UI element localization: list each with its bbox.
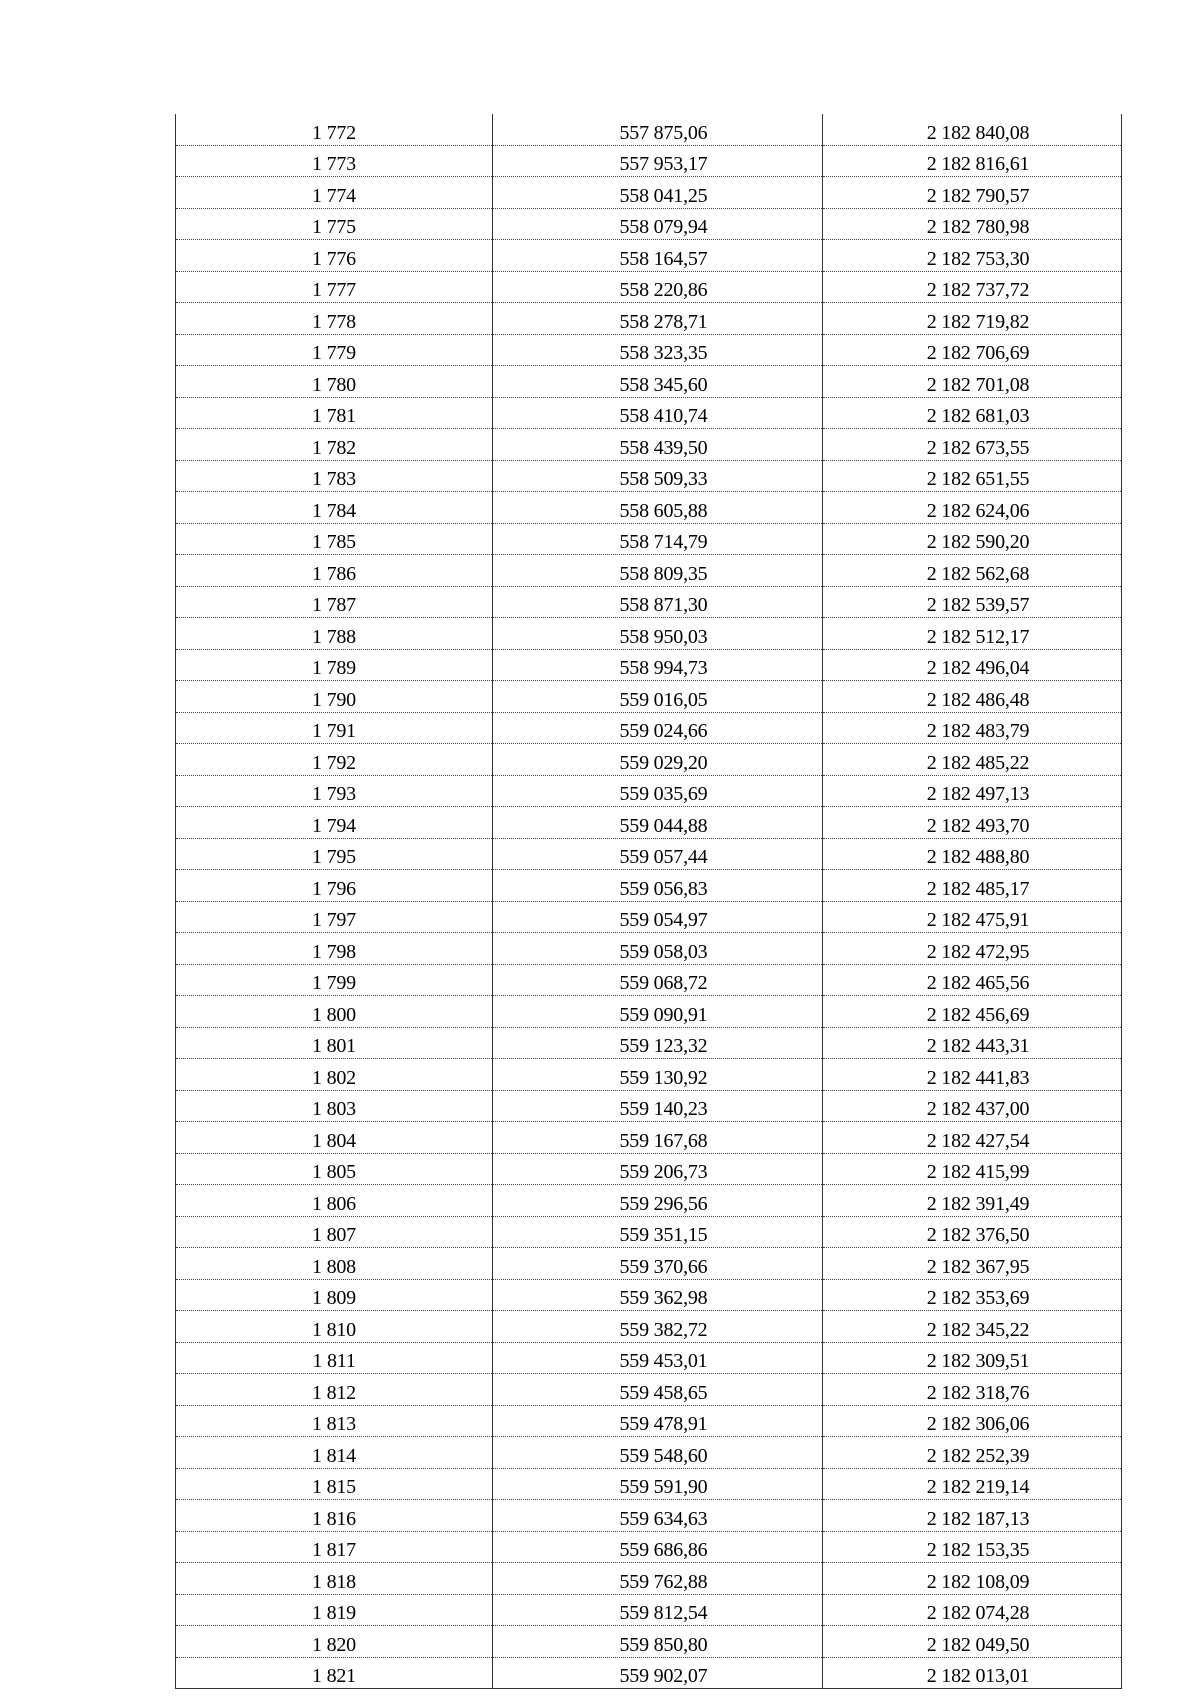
y-coordinate-cell: 2 182 013,01 xyxy=(823,1657,1122,1689)
table-body xyxy=(176,114,1122,1689)
point-number-cell: 1 791 xyxy=(176,712,493,744)
y-coordinate-cell: 2 182 219,14 xyxy=(823,1468,1122,1500)
table-row xyxy=(176,681,1122,713)
table-row xyxy=(176,1500,1122,1532)
table-row xyxy=(176,712,1122,744)
point-number-cell: 1 782 xyxy=(176,429,493,461)
table-row xyxy=(176,996,1122,1028)
y-coordinate-cell: 2 182 590,20 xyxy=(823,523,1122,555)
table-row xyxy=(176,334,1122,366)
table-row xyxy=(176,1311,1122,1343)
table-row xyxy=(176,1153,1122,1185)
table-row xyxy=(176,1059,1122,1091)
x-coordinate-cell: 559 458,65 xyxy=(493,1374,823,1406)
point-number-cell: 1 777 xyxy=(176,271,493,303)
point-number-cell: 1 801 xyxy=(176,1027,493,1059)
point-number-cell: 1 793 xyxy=(176,775,493,807)
point-number-cell: 1 794 xyxy=(176,807,493,839)
x-coordinate-cell: 559 130,92 xyxy=(493,1059,823,1091)
point-number-cell: 1 784 xyxy=(176,492,493,524)
x-coordinate-cell: 558 809,35 xyxy=(493,555,823,587)
y-coordinate-cell: 2 182 353,69 xyxy=(823,1279,1122,1311)
x-coordinate-cell: 559 167,68 xyxy=(493,1122,823,1154)
y-coordinate-cell: 2 182 427,54 xyxy=(823,1122,1122,1154)
table-row xyxy=(176,838,1122,870)
x-coordinate-cell: 559 029,20 xyxy=(493,744,823,776)
table-row xyxy=(176,744,1122,776)
x-coordinate-cell: 559 296,56 xyxy=(493,1185,823,1217)
y-coordinate-cell: 2 182 437,00 xyxy=(823,1090,1122,1122)
y-coordinate-cell: 2 182 673,55 xyxy=(823,429,1122,461)
point-number-cell: 1 820 xyxy=(176,1626,493,1658)
point-number-cell: 1 819 xyxy=(176,1594,493,1626)
x-coordinate-cell: 559 054,97 xyxy=(493,901,823,933)
y-coordinate-cell: 2 182 816,61 xyxy=(823,145,1122,177)
point-number-cell: 1 818 xyxy=(176,1563,493,1595)
table-row xyxy=(176,1374,1122,1406)
point-number-cell: 1 805 xyxy=(176,1153,493,1185)
x-coordinate-cell: 559 453,01 xyxy=(493,1342,823,1374)
point-number-cell: 1 812 xyxy=(176,1374,493,1406)
x-coordinate-cell: 558 345,60 xyxy=(493,366,823,398)
table-row xyxy=(176,1279,1122,1311)
table-row xyxy=(176,1563,1122,1595)
point-number-cell: 1 813 xyxy=(176,1405,493,1437)
y-coordinate-cell: 2 182 512,17 xyxy=(823,618,1122,650)
x-coordinate-cell: 557 953,17 xyxy=(493,145,823,177)
table-row xyxy=(176,460,1122,492)
y-coordinate-cell: 2 182 108,09 xyxy=(823,1563,1122,1595)
x-coordinate-cell: 558 323,35 xyxy=(493,334,823,366)
y-coordinate-cell: 2 182 472,95 xyxy=(823,933,1122,965)
point-number-cell: 1 797 xyxy=(176,901,493,933)
table-row xyxy=(176,1027,1122,1059)
x-coordinate-cell: 559 123,32 xyxy=(493,1027,823,1059)
x-coordinate-cell: 558 509,33 xyxy=(493,460,823,492)
table-row xyxy=(176,145,1122,177)
x-coordinate-cell: 559 044,88 xyxy=(493,807,823,839)
table-row xyxy=(176,1657,1122,1689)
x-coordinate-cell: 559 382,72 xyxy=(493,1311,823,1343)
point-number-cell: 1 773 xyxy=(176,145,493,177)
x-coordinate-cell: 558 164,57 xyxy=(493,240,823,272)
y-coordinate-cell: 2 182 074,28 xyxy=(823,1594,1122,1626)
x-coordinate-cell: 559 686,86 xyxy=(493,1531,823,1563)
x-coordinate-cell: 558 220,86 xyxy=(493,271,823,303)
point-number-cell: 1 803 xyxy=(176,1090,493,1122)
table-row xyxy=(176,177,1122,209)
y-coordinate-cell: 2 182 701,08 xyxy=(823,366,1122,398)
table-row xyxy=(176,397,1122,429)
point-number-cell: 1 814 xyxy=(176,1437,493,1469)
point-number-cell: 1 775 xyxy=(176,208,493,240)
point-number-cell: 1 821 xyxy=(176,1657,493,1689)
y-coordinate-cell: 2 182 790,57 xyxy=(823,177,1122,209)
x-coordinate-cell: 559 812,54 xyxy=(493,1594,823,1626)
table-row xyxy=(176,1626,1122,1658)
table-row xyxy=(176,1531,1122,1563)
point-number-cell: 1 798 xyxy=(176,933,493,965)
x-coordinate-cell: 558 950,03 xyxy=(493,618,823,650)
y-coordinate-cell: 2 182 706,69 xyxy=(823,334,1122,366)
x-coordinate-cell: 559 351,15 xyxy=(493,1216,823,1248)
table-row xyxy=(176,807,1122,839)
point-number-cell: 1 816 xyxy=(176,1500,493,1532)
point-number-cell: 1 796 xyxy=(176,870,493,902)
x-coordinate-cell: 559 206,73 xyxy=(493,1153,823,1185)
point-number-cell: 1 800 xyxy=(176,996,493,1028)
point-number-cell: 1 815 xyxy=(176,1468,493,1500)
x-coordinate-cell: 558 994,73 xyxy=(493,649,823,681)
x-coordinate-cell: 559 362,98 xyxy=(493,1279,823,1311)
point-number-cell: 1 776 xyxy=(176,240,493,272)
table-row xyxy=(176,114,1122,145)
table-row xyxy=(176,1090,1122,1122)
y-coordinate-cell: 2 182 415,99 xyxy=(823,1153,1122,1185)
table-row xyxy=(176,271,1122,303)
y-coordinate-cell: 2 182 486,48 xyxy=(823,681,1122,713)
x-coordinate-cell: 558 439,50 xyxy=(493,429,823,461)
point-number-cell: 1 772 xyxy=(176,114,493,145)
point-number-cell: 1 817 xyxy=(176,1531,493,1563)
point-number-cell: 1 790 xyxy=(176,681,493,713)
point-number-cell: 1 799 xyxy=(176,964,493,996)
y-coordinate-cell: 2 182 153,35 xyxy=(823,1531,1122,1563)
point-number-cell: 1 774 xyxy=(176,177,493,209)
x-coordinate-cell: 559 058,03 xyxy=(493,933,823,965)
table-row xyxy=(176,523,1122,555)
y-coordinate-cell: 2 182 443,31 xyxy=(823,1027,1122,1059)
y-coordinate-cell: 2 182 624,06 xyxy=(823,492,1122,524)
point-number-cell: 1 808 xyxy=(176,1248,493,1280)
point-number-cell: 1 778 xyxy=(176,303,493,335)
table-row xyxy=(176,964,1122,996)
point-number-cell: 1 807 xyxy=(176,1216,493,1248)
y-coordinate-cell: 2 182 737,72 xyxy=(823,271,1122,303)
point-number-cell: 1 787 xyxy=(176,586,493,618)
point-number-cell: 1 789 xyxy=(176,649,493,681)
table-row xyxy=(176,492,1122,524)
table-row xyxy=(176,208,1122,240)
table-row xyxy=(176,240,1122,272)
table-row xyxy=(176,1122,1122,1154)
x-coordinate-cell: 559 140,23 xyxy=(493,1090,823,1122)
table-row xyxy=(176,1342,1122,1374)
y-coordinate-cell: 2 182 376,50 xyxy=(823,1216,1122,1248)
x-coordinate-cell: 558 041,25 xyxy=(493,177,823,209)
x-coordinate-cell: 559 370,66 xyxy=(493,1248,823,1280)
y-coordinate-cell: 2 182 562,68 xyxy=(823,555,1122,587)
y-coordinate-cell: 2 182 780,98 xyxy=(823,208,1122,240)
x-coordinate-cell: 559 548,60 xyxy=(493,1437,823,1469)
x-coordinate-cell: 558 278,71 xyxy=(493,303,823,335)
y-coordinate-cell: 2 182 187,13 xyxy=(823,1500,1122,1532)
point-number-cell: 1 786 xyxy=(176,555,493,587)
x-coordinate-cell: 559 902,07 xyxy=(493,1657,823,1689)
y-coordinate-cell: 2 182 049,50 xyxy=(823,1626,1122,1658)
table-row xyxy=(176,586,1122,618)
table-row xyxy=(176,618,1122,650)
y-coordinate-cell: 2 182 719,82 xyxy=(823,303,1122,335)
point-number-cell: 1 779 xyxy=(176,334,493,366)
x-coordinate-cell: 558 410,74 xyxy=(493,397,823,429)
point-number-cell: 1 788 xyxy=(176,618,493,650)
y-coordinate-cell: 2 182 493,70 xyxy=(823,807,1122,839)
table-row xyxy=(176,429,1122,461)
table-row xyxy=(176,1185,1122,1217)
y-coordinate-cell: 2 182 456,69 xyxy=(823,996,1122,1028)
x-coordinate-cell: 558 714,79 xyxy=(493,523,823,555)
y-coordinate-cell: 2 182 488,80 xyxy=(823,838,1122,870)
y-coordinate-cell: 2 182 465,56 xyxy=(823,964,1122,996)
point-number-cell: 1 792 xyxy=(176,744,493,776)
y-coordinate-cell: 2 182 681,03 xyxy=(823,397,1122,429)
x-coordinate-cell: 559 478,91 xyxy=(493,1405,823,1437)
y-coordinate-cell: 2 182 496,04 xyxy=(823,649,1122,681)
y-coordinate-cell: 2 182 485,17 xyxy=(823,870,1122,902)
x-coordinate-cell: 559 850,80 xyxy=(493,1626,823,1658)
table-row xyxy=(176,649,1122,681)
table-row xyxy=(176,555,1122,587)
y-coordinate-cell: 2 182 840,08 xyxy=(823,114,1122,145)
point-number-cell: 1 810 xyxy=(176,1311,493,1343)
y-coordinate-cell: 2 182 497,13 xyxy=(823,775,1122,807)
table-row xyxy=(176,1594,1122,1626)
point-number-cell: 1 785 xyxy=(176,523,493,555)
y-coordinate-cell: 2 182 391,49 xyxy=(823,1185,1122,1217)
x-coordinate-cell: 559 035,69 xyxy=(493,775,823,807)
y-coordinate-cell: 2 182 367,95 xyxy=(823,1248,1122,1280)
x-coordinate-cell: 559 068,72 xyxy=(493,964,823,996)
x-coordinate-cell: 559 591,90 xyxy=(493,1468,823,1500)
y-coordinate-cell: 2 182 753,30 xyxy=(823,240,1122,272)
table-row xyxy=(176,775,1122,807)
table-row xyxy=(176,870,1122,902)
point-number-cell: 1 811 xyxy=(176,1342,493,1374)
table-row xyxy=(176,366,1122,398)
y-coordinate-cell: 2 182 485,22 xyxy=(823,744,1122,776)
y-coordinate-cell: 2 182 318,76 xyxy=(823,1374,1122,1406)
y-coordinate-cell: 2 182 345,22 xyxy=(823,1311,1122,1343)
x-coordinate-cell: 559 056,83 xyxy=(493,870,823,902)
point-number-cell: 1 809 xyxy=(176,1279,493,1311)
y-coordinate-cell: 2 182 651,55 xyxy=(823,460,1122,492)
x-coordinate-cell: 559 090,91 xyxy=(493,996,823,1028)
point-number-cell: 1 795 xyxy=(176,838,493,870)
table-row xyxy=(176,303,1122,335)
y-coordinate-cell: 2 182 483,79 xyxy=(823,712,1122,744)
table-row xyxy=(176,1468,1122,1500)
table-row xyxy=(176,1248,1122,1280)
y-coordinate-cell: 2 182 539,57 xyxy=(823,586,1122,618)
x-coordinate-cell: 558 605,88 xyxy=(493,492,823,524)
point-number-cell: 1 781 xyxy=(176,397,493,429)
table-row xyxy=(176,901,1122,933)
point-number-cell: 1 783 xyxy=(176,460,493,492)
y-coordinate-cell: 2 182 306,06 xyxy=(823,1405,1122,1437)
table-row xyxy=(176,1216,1122,1248)
point-number-cell: 1 804 xyxy=(176,1122,493,1154)
table-row xyxy=(176,1437,1122,1469)
x-coordinate-cell: 558 079,94 xyxy=(493,208,823,240)
y-coordinate-cell: 2 182 252,39 xyxy=(823,1437,1122,1469)
x-coordinate-cell: 559 634,63 xyxy=(493,1500,823,1532)
x-coordinate-cell: 559 762,88 xyxy=(493,1563,823,1595)
y-coordinate-cell: 2 182 475,91 xyxy=(823,901,1122,933)
coordinates-table xyxy=(175,114,1122,1689)
point-number-cell: 1 780 xyxy=(176,366,493,398)
y-coordinate-cell: 2 182 309,51 xyxy=(823,1342,1122,1374)
point-number-cell: 1 806 xyxy=(176,1185,493,1217)
x-coordinate-cell: 557 875,06 xyxy=(493,114,823,145)
x-coordinate-cell: 559 016,05 xyxy=(493,681,823,713)
point-number-cell: 1 802 xyxy=(176,1059,493,1091)
y-coordinate-cell: 2 182 441,83 xyxy=(823,1059,1122,1091)
table-row xyxy=(176,933,1122,965)
x-coordinate-cell: 559 024,66 xyxy=(493,712,823,744)
table-row xyxy=(176,1405,1122,1437)
x-coordinate-cell: 558 871,30 xyxy=(493,586,823,618)
x-coordinate-cell: 559 057,44 xyxy=(493,838,823,870)
